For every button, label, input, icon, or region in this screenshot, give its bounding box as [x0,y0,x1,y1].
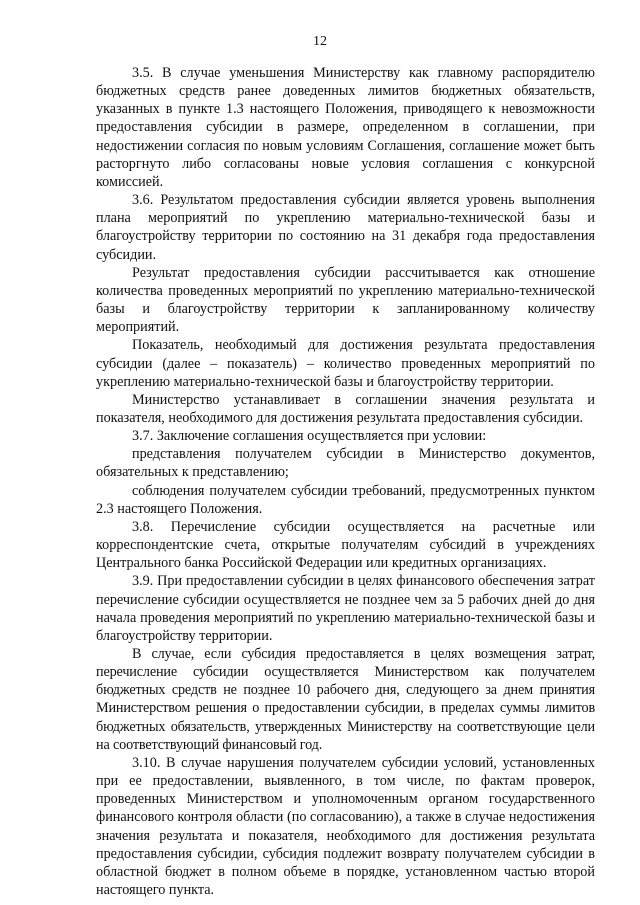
paragraph-condition-requirements: соблюдения получателем субсидии требований, предусмотренных пунктом 2.3 настоящего Положения. [96,482,595,517]
paragraph-3-10: 3.10. В случае нарушения получателем субсидии условий, установленных при ее предоставлении, выявленного, в том числе, по фактам проверок, проведенных Министерством и уполномоченным органом государственного финансового контроля области (по согласованию), а также в случае недостижения значения результата и показателя, необходимого для достижения результата предоставления субсидии, субсидия подлежит возврату получателем субсидии в областной бюджет в полном объеме в порядке, установленном частью второй настоящего пункта. [96,754,595,899]
page-number: 12 [313,34,327,49]
paragraph-3-8: 3.8. Перечисление субсидии осуществляется на расчетные или корреспондентские счета, открытые получателям субсидий в учреждениях Центрального банка Российской Федерации или кредитных организациях. [96,518,595,572]
paragraph-3-5: 3.5. В случае уменьшения Министерству как главному распорядителю бюджетных средств ранее доведенных лимитов бюджетных обязательств, указанных в пункте 1.3 настоящего Положения, приводящего к невозможности предоставления субсидии в размере, определенном в соглашении, при недостижении согласия по новым условиям Соглашения, соглашение может быть расторгнуто либо согласованы новые условия соглашения с конкурсной комиссией. [96,65,595,190]
paragraph-result-calculation: Результат предоставления субсидии рассчитывается как отношение количества проведенных мероприятий по укреплению материально-технической базы и благоустройству территории к запланированному количеству мероприятий. [96,264,595,336]
paragraph-3-6: 3.6. Результатом предоставления субсидии является уровень выполнения плана мероприятий по укреплению материально-технической базы и благоустройству территории по состоянию на 31 декабря года предоставления субсидии. [96,192,595,263]
paragraph-3-9: 3.9. При предоставлении субсидии в целях финансового обеспечения затрат перечисление субсидии осуществляется не позднее чем за 5 рабочих дней до дня начала проведения мероприятий по укреплению материально-технической базы и благоустройству территории. [96,573,595,644]
paragraph-indicator: Показатель, необходимый для достижения результата предоставления субсидии (далее – показатель) – количество проведенных мероприятий по укреплению материально-технической базы и благоустройству территории. [96,337,595,390]
document-body [96,64,595,899]
paragraph-3-7: 3.7. Заключение соглашения осуществляется при условии: [132,428,487,445]
paragraph-condition-documents: представления получателем субсидии в Министерство документов, обязательных к представлению; [96,446,595,481]
paragraph-ministry-sets-values: Министерство устанавливает в соглашении значения результата и показателя, необходимого для достижения результата предоставления субсидии. [96,391,595,426]
paragraph-reimbursement-case: В случае, если субсидия предоставляется в целях возмещения затрат, перечисление субсидии осуществляется Министерством как получателем бюджетных средств не позднее 10 рабочего дня, следующего за днем принятия Министерством решения о предоставлении субсидии, в пределах суммы лимитов бюджетных обязательств, утвержденных Министерству на соответствующие цели на соответствующий финансовый год. [96,646,595,753]
